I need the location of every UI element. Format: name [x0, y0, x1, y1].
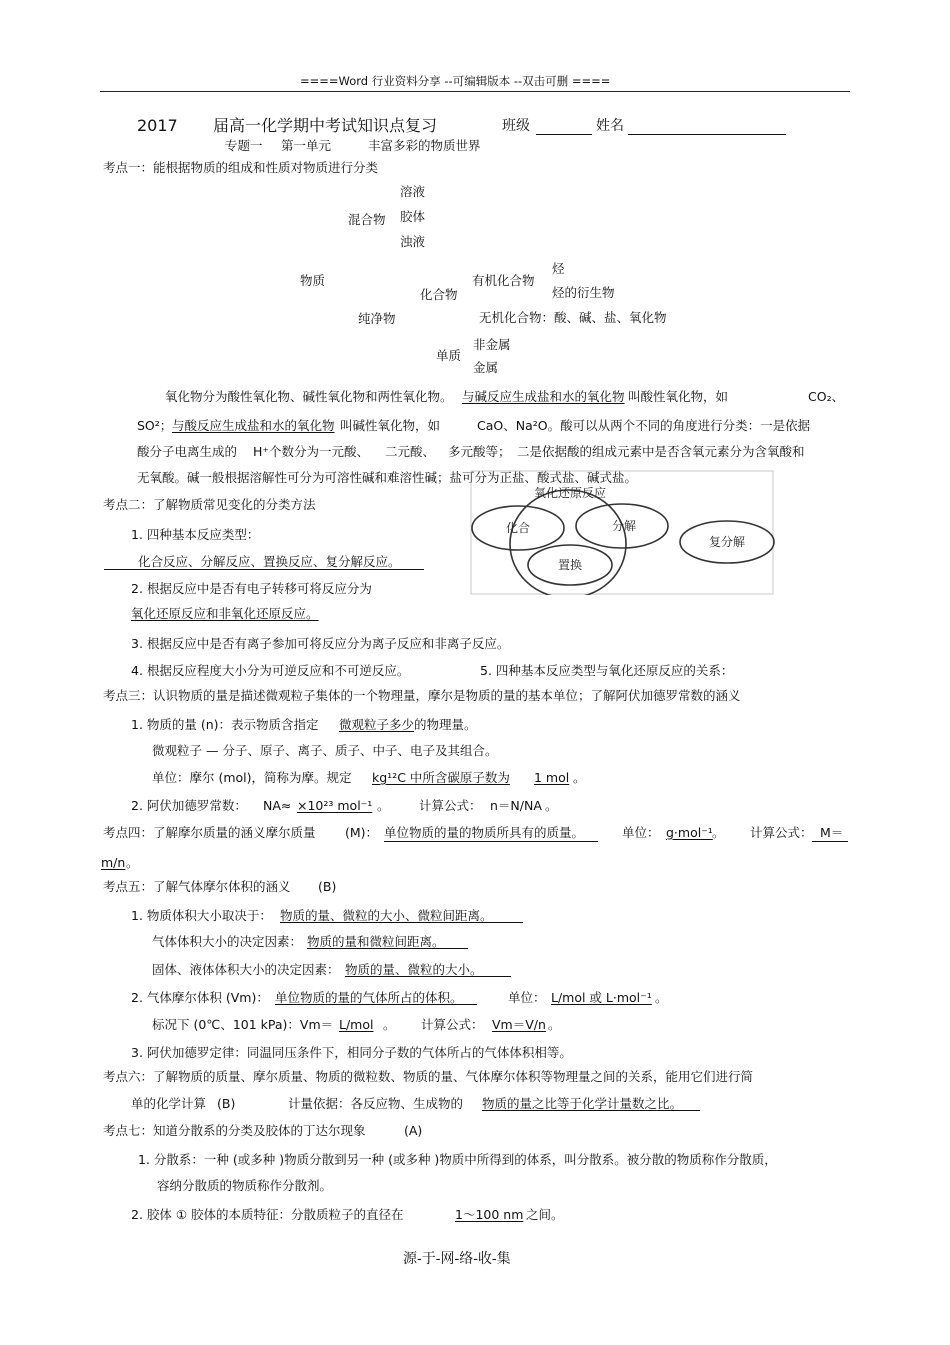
kp3-l1c: 的物理量。	[414, 717, 477, 732]
kp7-level: (A)	[404, 1123, 423, 1138]
kp7-l3b: 1～100 nm	[455, 1207, 524, 1222]
kp5-l1b-underline	[280, 922, 523, 923]
subtitle-topic: 专题一	[225, 138, 263, 153]
kp6-l2d-underline	[482, 1110, 700, 1111]
venn-label-double: 复分解	[708, 535, 746, 549]
kp5-l3b: 物质的量、微粒的大小。	[345, 962, 483, 977]
kp2-heading: 考点二：了解物质常见变化的分类方法	[103, 497, 316, 512]
kp4-h: M＝	[820, 825, 844, 840]
kp1-p1a: 氧化物分为酸性氧化物、碱性氧化物和两性氧化物。	[165, 389, 453, 404]
tree-solution: 溶液	[400, 184, 426, 199]
kp1-p3b: H⁺个数分为一元酸、	[253, 444, 369, 459]
kp3-l3a: 单位：摩尔 (mol)，简称为摩。规定	[152, 770, 352, 785]
kp3-l3d: 。	[573, 770, 586, 785]
kp4-b: (M)：	[345, 825, 379, 840]
kp3-l4g: 。	[545, 798, 558, 813]
kp1-p2c: 叫碱性氧化物，如	[340, 418, 441, 433]
kp5-l2b-underline	[307, 948, 468, 949]
tree-compound: 化合物	[420, 287, 458, 302]
kp5-l2a: 气体体积大小的决定因素：	[152, 934, 303, 949]
tree-organic: 有机化合物	[472, 273, 535, 288]
kp2-item2: 2. 根据反应中是否有电子转移可将反应分为	[131, 581, 372, 596]
page-footer: 源-于-网-络-收-集	[403, 1251, 511, 1267]
kp4-f: 。	[712, 825, 725, 840]
kp1-p2b: 与酸反应生成盐和水的氧化物	[172, 418, 335, 433]
kp6-l2c: 计量依据：各反应物、生成物的	[288, 1096, 464, 1111]
kp3-l1b: 微观粒子多少	[339, 717, 415, 732]
kp5-heading: 考点五：了解气体摩尔体积的涵义	[103, 879, 291, 894]
kp5-l5f: 。	[548, 1017, 561, 1032]
kp1-p4: 无氧酸。碱一般根据溶解性可分为可溶性碱和难溶性碱；盐可分为正盐、酸式盐、碱式盐。	[137, 470, 638, 485]
kp3-l1a: 1. 物质的量 (n)：表示物质含指定	[131, 717, 319, 732]
kp1-heading: 考点一：能根据物质的组成和性质对物质进行分类	[103, 160, 379, 175]
kp5-l1a: 1. 物质体积大小取决于：	[131, 908, 272, 923]
kp1-p2d: CaO、Na²O。酸可以从两个不同的角度进行分类：一是依据	[477, 418, 811, 433]
kp5-level: (B)	[318, 879, 337, 894]
kp5-l4b-underline	[275, 1004, 477, 1005]
kp1-p3c: 二元酸、	[385, 444, 436, 459]
kp5-l4c: 单位：	[508, 990, 546, 1005]
tree-root: 物质	[300, 273, 326, 288]
kp2-item2-value: 氧化还原反应和非氧化还原反应。	[131, 606, 319, 621]
kp3-l2: 微观粒子 — 分子、原子、离子、质子、中子、电子及其组合。	[152, 743, 498, 758]
kp3-l4b: NA≈	[263, 798, 292, 813]
tree-derivative: 烃的衍生物	[552, 285, 615, 300]
tree-element: 单质	[436, 348, 462, 363]
kp6-l2a: 单的化学计算	[131, 1096, 207, 1111]
title-main: 届高一化学期中考试知识点复习	[213, 116, 438, 135]
tree-colloid: 胶体	[400, 209, 426, 224]
class-label: 班级	[502, 118, 530, 134]
venn-label-decomposition: 分解	[611, 519, 637, 533]
kp4-h-underline	[812, 841, 848, 842]
kp3-heading: 考点三：认识物质的量是描述微观粒子集体的一个物理量，摩尔是物质的量的基本单位；了解阿伏加德罗常数的涵义	[103, 688, 741, 703]
kp4-e: g·mol⁻¹	[666, 825, 713, 840]
kp5-l6: 3. 阿伏加德罗定律：同温同压条件下，相同分子数的气体所占的气体体积相等。	[131, 1045, 572, 1060]
header-rule	[100, 91, 850, 92]
kp5-l4e: 。	[655, 990, 668, 1005]
kp7-heading: 考点七：知道分散系的分类及胶体的丁达尔现象	[103, 1123, 366, 1138]
tree-nonmetal: 非金属	[473, 337, 511, 352]
venn-label-displacement: 置换	[557, 558, 583, 572]
kp4-j: 。	[126, 855, 139, 870]
kp1-p3a: 酸分子电离生成的	[137, 444, 238, 459]
tree-mixture: 混合物	[348, 212, 386, 227]
kp7-l2: 容纳分散质的物质称作分散剂。	[157, 1178, 333, 1193]
kp1-p3e: 二是依据酸的组成元素中是否含氧元素分为含氧酸和	[517, 444, 805, 459]
kp4-c: 单位物质的量的物质所具有的质量。	[384, 825, 585, 840]
kp4-d: 单位：	[622, 825, 660, 840]
venn-label-redox: 氧化还原反应	[533, 486, 607, 500]
kp6-l2d: 物质的量之比等于化学计量数之比。	[482, 1096, 683, 1111]
kp5-l3a: 固体、液体体积大小的决定因素：	[152, 962, 340, 977]
venn-label-combination: 化合	[505, 521, 531, 535]
kp7-l3c: 之间。	[526, 1207, 564, 1222]
kp7-l1: 1. 分散系：一种 (或多种 )物质分散到另一种 (或多种 )物质中所得到的体系，叫分散系。被分散的物质称作分散质，	[138, 1152, 777, 1167]
kp2-item5: 5. 四种基本反应类型与氧化还原反应的关系：	[480, 663, 734, 678]
kp2-item4: 4. 根据反应程度大小分为可逆反应和不可逆反应。	[131, 663, 410, 678]
kp6-l2b: (B)	[217, 1096, 236, 1111]
tree-metal: 金属	[473, 360, 499, 375]
kp1-p1c: 叫酸性氧化物，如	[628, 389, 729, 404]
kp6-heading: 考点六：了解物质的质量、摩尔质量、物质的微粒数、物质的量、气体摩尔体积等物理量之间的关系，能用它们进行简	[103, 1069, 754, 1084]
tree-hydrocarbon: 烃	[552, 261, 565, 276]
class-blank[interactable]	[536, 134, 592, 135]
kp4-a: 考点四：了解摩尔质量的涵义摩尔质量	[103, 825, 316, 840]
name-blank[interactable]	[628, 134, 786, 135]
page-header: ====Word 行业资料分享 --可编辑版本 --双击可删 ====	[300, 74, 611, 88]
kp5-l5c: 。	[383, 1017, 396, 1032]
kp3-l4c: ×10²³ mol⁻¹	[297, 798, 373, 813]
kp3-l3c: 1 mol	[534, 770, 570, 785]
kp1-p1d: CO₂、	[808, 389, 845, 404]
tree-turbid: 浊液	[400, 234, 426, 249]
kp2-item3: 3. 根据反应中是否有离子参加可将反应分为离子反应和非离子反应。	[131, 636, 510, 651]
kp5-l4a: 2. 气体摩尔体积 (Vm)：	[131, 990, 269, 1005]
subtitle-unit: 第一单元	[281, 138, 332, 153]
kp1-p2a: SO²；	[137, 418, 173, 433]
kp3-l4f: n＝N/NA	[490, 798, 542, 813]
kp5-l5a: 标况下 (0℃、101 kPa)：Vm＝	[152, 1017, 334, 1032]
title-year: 2017	[137, 116, 178, 135]
tree-inorganic: 无机化合物：酸、碱、盐、氧化物	[479, 310, 667, 325]
kp5-l2b: 物质的量和微粒间距离。	[307, 934, 445, 949]
kp5-l3b-underline	[345, 976, 511, 977]
kp2-item1-value: 化合反应、分解反应、置换反应、复分解反应。	[138, 554, 401, 569]
kp5-l5b: L/mol	[339, 1017, 374, 1032]
name-label: 姓名	[596, 118, 624, 134]
kp5-l4d: L/mol 或 L·mol⁻¹	[551, 990, 652, 1005]
kp5-l5e: Vm＝V/n	[492, 1017, 546, 1032]
kp5-l1b: 物质的量、微粒的大小、微粒间距离。	[280, 908, 493, 923]
kp3-l4a: 2. 阿伏加德罗常数：	[131, 798, 247, 813]
kp3-l4e: 计算公式：	[419, 798, 482, 813]
kp5-l4b: 单位物质的量的气体所占的体积。	[275, 990, 463, 1005]
subtitle-name: 丰富多彩的物质世界	[368, 138, 481, 153]
kp7-l3a: 2. 胶体 ① 胶体的本质特征：分散质粒子的直径在	[131, 1207, 404, 1222]
kp1-p1b: 与碱反应生成盐和水的氧化物	[462, 389, 625, 404]
tree-pure: 纯净物	[358, 311, 396, 326]
kp4-g: 计算公式：	[750, 825, 813, 840]
kp5-l5d: 计算公式：	[421, 1017, 484, 1032]
kp2-item1-underline	[104, 569, 424, 570]
kp4-c-underline	[384, 841, 598, 842]
kp1-p3d: 多元酸等；	[448, 444, 511, 459]
kp3-l4d: 。	[377, 798, 390, 813]
kp4-i: m/n	[101, 855, 126, 870]
kp2-item1: 1. 四种基本反应类型：	[131, 527, 260, 542]
kp3-l3b: kg¹²C 中所含碳原子数为	[372, 770, 510, 785]
reaction-venn-diagram	[470, 470, 780, 595]
